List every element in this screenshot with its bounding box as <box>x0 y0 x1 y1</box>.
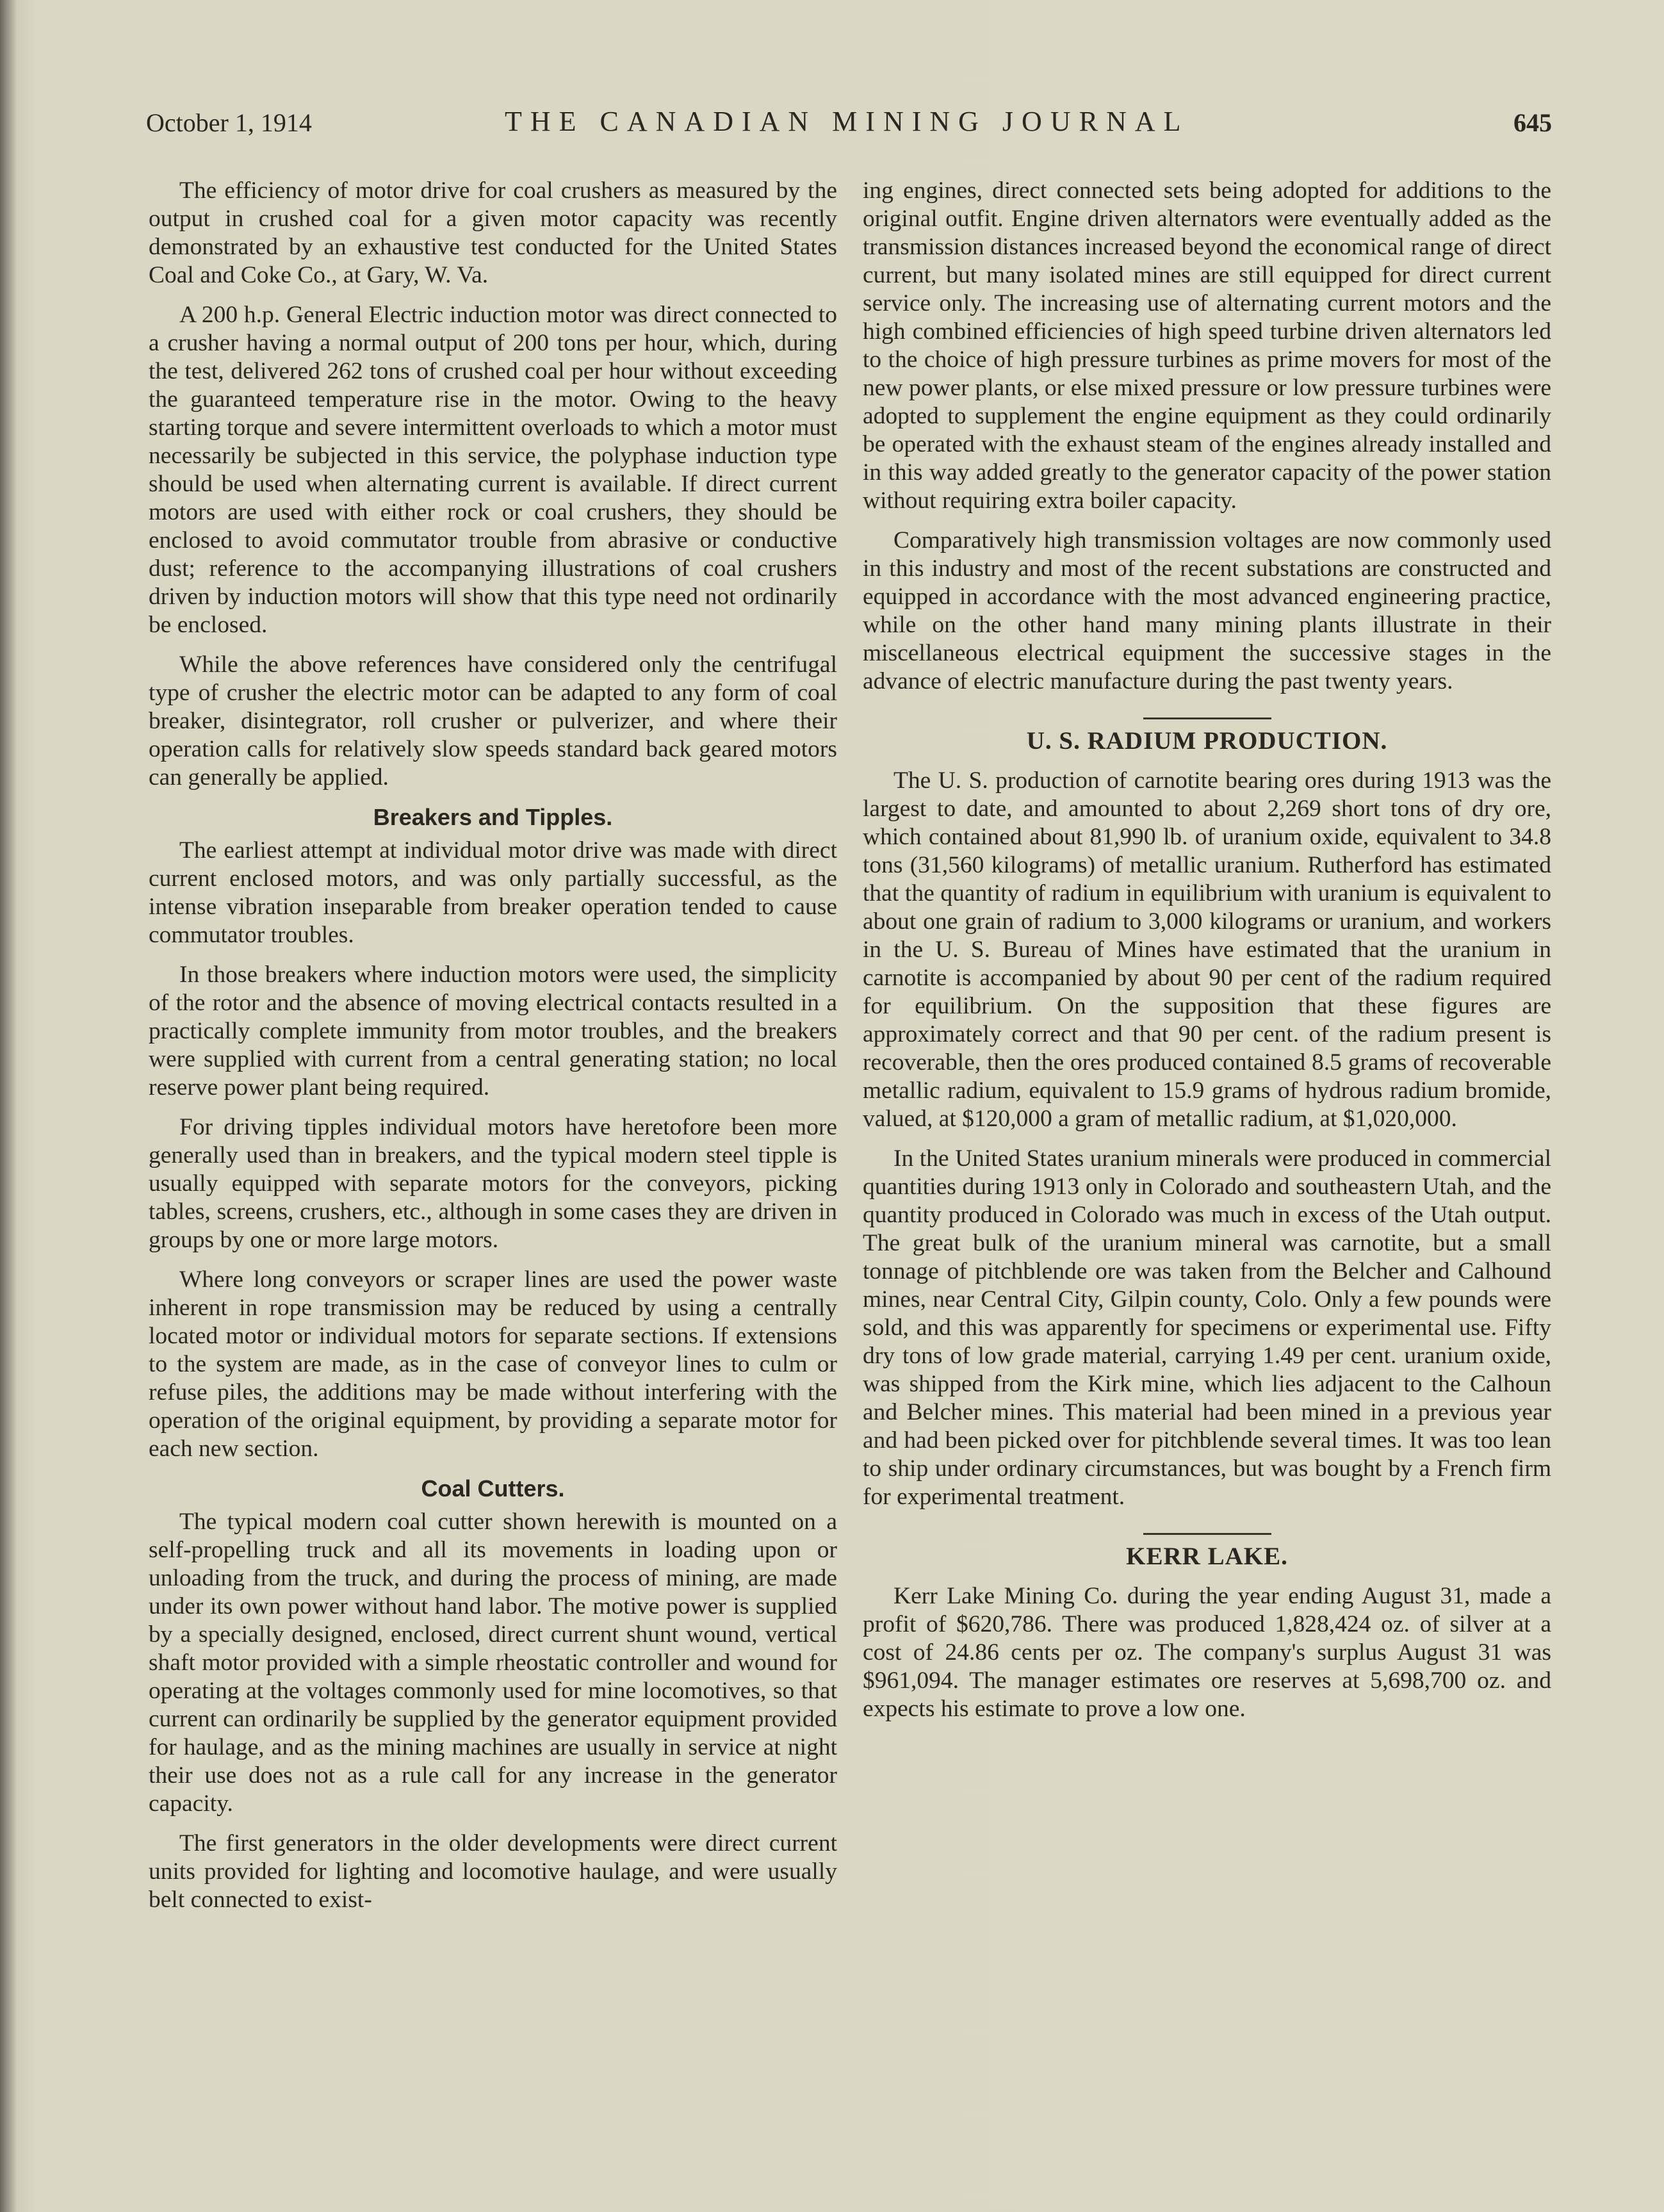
paragraph: For driving tipples individual motors have heretofore been more generally used than in breakers, and the typical modern steel tipple is usually equipped with separate motors for the conveyors, picking tables, screens, crushers, etc., although in some cases they are driven in groups by one or more large motors. <box>149 1114 837 1253</box>
running-header <box>146 102 1552 147</box>
paragraph: A 200 h.p. General Electric induction motor was direct connected to a crusher having a normal output of 200 tons per hour, which, during the test, delivered 262 tons of crushed coal per hour without exceeding the guaranteed temperature rise in the motor. Owing to the heavy starting torque and severe intermittent overloads to which a motor must necessarily be subjected in this service, the polyphase induction type should be used when alternating current is available. If direct current motors are used with either rock or coal crushers, they should be enclosed to avoid commutator trouble from abrasive or conductive dust; reference to the accompanying illustrations of coal crushers driven by induction motors will show that this type need not ordinarily be enclosed. <box>149 302 837 638</box>
paragraph: While the above references have considered only the centrifugal type of crusher the electric motor can be adapted to any form of coal breaker, disintegrator, roll crusher or pulverizer, and where their operation calls for relatively slow speeds standard back geared motors can generally be applied. <box>149 651 837 791</box>
section-divider <box>1143 1533 1271 1535</box>
paragraph: The typical modern coal cutter shown herewith is mounted on a self-propelling truck and all its movements in loading upon or unloading from the truck, and during the process of mining, are made under its own power without hand labor. The motive power is supplied by a specially designed, enclosed, direct current shunt wound, vertical shaft motor provided with a simple rheostatic controller and wound for operating at the voltages commonly used for mine locomotives, so that current can ordinarily be supplied by the generator equipment provided for haulage, and as the mining machines are usually in service at night their use does not as a rule call for any increase in the generator capacity. <box>149 1509 837 1817</box>
header-date: October 1, 1914 <box>146 108 312 137</box>
paragraph: ing engines, direct connected sets being adopted for additions to the original outfit. Engine driven alternators were eventually added as the transmission distances increased beyond the economical range of direct current, but many isolated mines are still equipped for direct current service only. The increasing use of alternating current motors and the high combined efficiencies of high speed turbine driven alternators led to the choice of high pressure turbines as prime movers for most of the new power plants, or else mixed pressure or low pressure turbines were adopted to supplement the engine equipment as they could ordinarily be operated with the exhaust steam of the engines already installed and in this way added greatly to the generator capacity of the power station without requiring extra boiler capacity. <box>863 177 1551 514</box>
paragraph: The efficiency of motor drive for coal crushers as measured by the output in crushed coal for a given motor capacity was recently demonstrated by an exhaustive test conducted for the United States Coal and Coke Co., at Gary, W. Va. <box>149 177 837 288</box>
section-heading-breakers: Breakers and Tipples. <box>373 804 613 830</box>
section-divider <box>1143 717 1271 719</box>
section-heading-coal-cutters: Coal Cutters. <box>421 1475 565 1502</box>
article-title-radium: U. S. RADIUM PRODUCTION. <box>1026 727 1388 755</box>
page-number: 645 <box>1513 108 1552 137</box>
left-column <box>149 177 837 1926</box>
paragraph: The earliest attempt at individual motor drive was made with direct current enclosed motors, and was only partially successful, as the intense vibration inseparable from breaker operation tended to cause commutator troubles. <box>149 837 837 948</box>
paragraph: Kerr Lake Mining Co. during the year ending August 31, made a profit of $620,786. There was produced 1,828,424 oz. of silver at a cost of 24.86 cents per oz. The company's surplus August 31 was $961,094. The manager estimates ore reserves at 5,698,700 oz. and expects his estimate to prove a low one. <box>863 1583 1551 1722</box>
right-column <box>863 177 1551 1735</box>
paragraph: The U. S. production of carnotite bearing ores during 1913 was the largest to date, and amounted to about 2,269 short tons of dry ore, which contained about 81,990 lb. of uranium oxide, equivalent to 34.8 tons (31,560 kilograms) of metallic uranium. Rutherford has estimated that the quantity of radium in equilibrium with uranium is equivalent to about one grain of radium to 3,000 kilograms or uranium, and workers in the U. S. Bureau of Mines have estimated that the uranium in carnotite is accompanied by about 90 per cent of the radium required for equilibrium. On the supposition that these figures are approximately correct and that 90 per cent. of the radium present is recoverable, then the ores produced contained 8.5 grams of recoverable metallic radium, equivalent to 15.9 grams of hydrous radium bromide, valued, at $120,000 a gram of metallic radium, at $1,020,000. <box>863 767 1551 1132</box>
paragraph: In the United States uranium minerals were produced in commercial quantities during 1913 only in Colorado and southeastern Utah, and the quantity produced in Colorado was much in excess of the Utah output. The great bulk of the uranium mineral was carnotite, but a small tonnage of pitchblende ore was taken from the Belcher and Calhound mines, near Central City, Gilpin county, Colo. Only a few pounds were sold, and this was apparently for specimens or experimental use. Fifty dry tons of low grade material, carrying 1.49 per cent. uranium oxide, was shipped from the Kirk mine, which lies adjacent to the Calhoun and Belcher mines. This material had been mined in a previous year and had been picked over for pitchblende several times. It was too lean to ship under ordinary circumstances, but was bought by a French firm for experimental treatment. <box>863 1145 1551 1510</box>
journal-title: THE CANADIAN MINING JOURNAL <box>505 106 1189 137</box>
paragraph: In those breakers where induction motors were used, the simplicity of the rotor and the absence of moving electrical contacts resulted in a practically complete immunity from motor troubles, and the breakers were supplied with current from a central generating station; no local reserve power plant being required. <box>149 962 837 1101</box>
binding-shadow <box>0 0 17 2212</box>
paragraph: Comparatively high transmission voltages are now commonly used in this industry and most of the recent substations are constructed and equipped in accordance with the most advanced engineering practice, while on the other hand many mining plants illustrate in their miscellaneous electrical equipment the successive stages in the advance of electric manufacture during the past twenty years. <box>863 527 1551 694</box>
paragraph: The first generators in the older developments were direct current units provided for lighting and locomotive haulage, and were usually belt connected to exist- <box>149 1830 837 1913</box>
paragraph: Where long conveyors or scraper lines are used the power waste inherent in rope transmission may be reduced by using a centrally located motor or individual motors for separate sections. If extensions to the system are made, as in the case of conveyor lines to culm or refuse piles, the additions may be made without interfering with the operation of the original equipment, by providing a separate motor for each new section. <box>149 1266 837 1462</box>
article-title-kerr-lake: KERR LAKE. <box>1126 1543 1288 1570</box>
